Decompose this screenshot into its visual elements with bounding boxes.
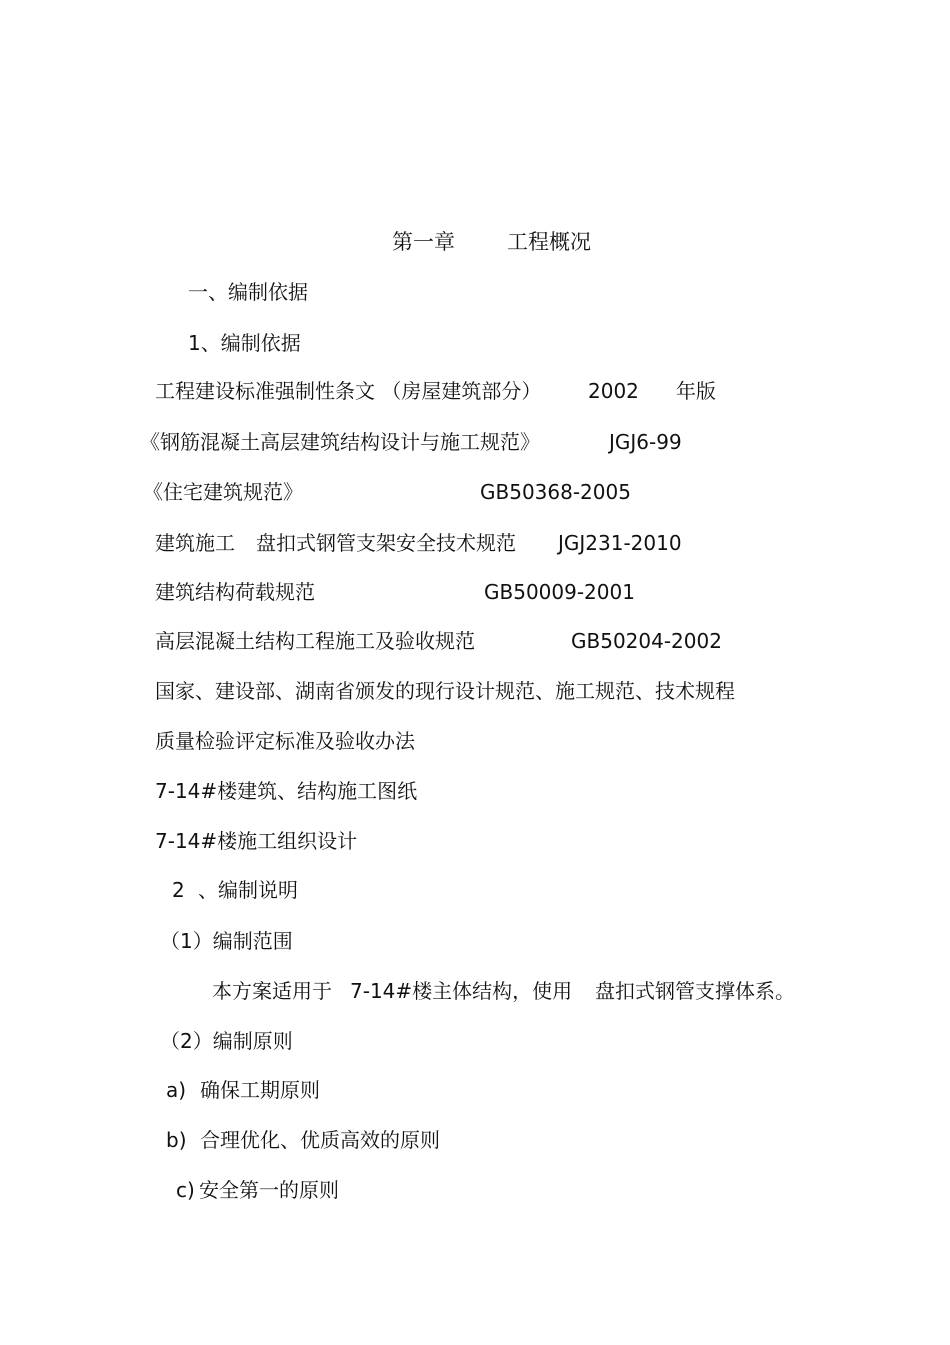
subsection-number: 2 (172, 878, 185, 902)
scope-text-b: 7-14#楼主体结构，使用 (350, 979, 573, 1003)
principle-marker: b) (166, 1128, 187, 1152)
reference-name-part-b: 盘扣式钢管支架安全技术规范 (256, 531, 516, 555)
reference-code: GB50009-2001 (484, 580, 635, 604)
scope-heading: （1）编制范围 (160, 929, 293, 953)
principle-text: 确保工期原则 (200, 1078, 320, 1102)
reference-code: GB50204-2002 (571, 629, 722, 653)
principles-heading: （2）编制原则 (160, 1029, 293, 1053)
reference-name: 《住宅建筑规范》 (143, 480, 303, 504)
drawings-line: 7-14#楼建筑、结构施工图纸 (155, 779, 418, 803)
quality-standards-line: 质量检验评定标准及验收办法 (155, 729, 415, 753)
reference-code: JGJ231-2010 (558, 531, 682, 555)
scope-text-c: 盘扣式钢管支撑体系。 (595, 979, 795, 1003)
reference-name: 《钢筋混凝土高层建筑结构设计与施工规范》 (140, 430, 540, 454)
section-heading-basis: 一、编制依据 (188, 280, 308, 304)
reference-code: JGJ6-99 (609, 430, 682, 454)
principle-text: 安全第一的原则 (199, 1178, 339, 1202)
reference-code: 2002 (588, 379, 639, 403)
chapter-number: 第一章 (392, 230, 455, 254)
principle-marker: a) (166, 1078, 187, 1102)
principle-text: 合理优化、优质高效的原则 (200, 1128, 440, 1152)
reference-name: 建筑结构荷载规范 (155, 580, 315, 604)
subsection-heading-basis: 1、编制依据 (188, 331, 301, 355)
national-standards-line: 国家、建设部、湖南省颁发的现行设计规范、施工规范、技术规程 (155, 679, 735, 703)
scope-text-a: 本方案适用于 (212, 979, 332, 1003)
organization-design-line: 7-14#楼施工组织设计 (155, 829, 358, 853)
reference-name: 工程建设标准强制性条文 （房屋建筑部分） (155, 379, 542, 403)
chapter-title: 工程概况 (507, 230, 591, 254)
reference-suffix: 年版 (676, 379, 716, 403)
principle-marker: c) (176, 1178, 195, 1202)
reference-name-part-a: 建筑施工 (155, 531, 235, 555)
subsection-title: 、编制说明 (198, 878, 298, 902)
reference-code: GB50368-2005 (480, 480, 631, 504)
reference-name: 高层混凝土结构工程施工及验收规范 (155, 629, 475, 653)
